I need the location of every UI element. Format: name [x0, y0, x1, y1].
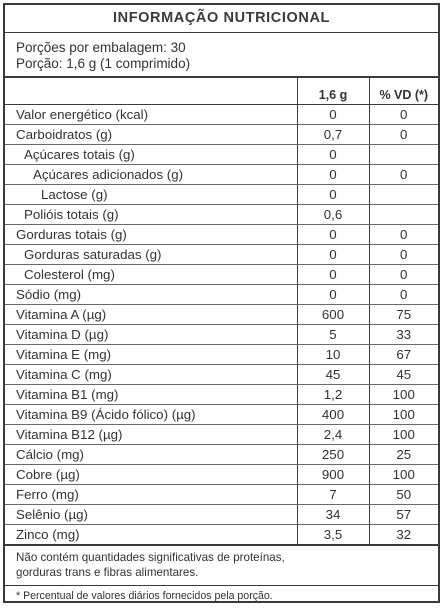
nutrient-daily-value: 57 — [369, 505, 438, 525]
table-row — [5, 425, 438, 445]
nutrient-portion-value: 3,5 — [297, 525, 369, 546]
nutrient-daily-value: 25 — [369, 445, 438, 465]
nutrient-label: Vitamina E (mg) — [5, 345, 297, 365]
table-row — [5, 365, 438, 385]
table-row — [5, 445, 438, 465]
nutrient-portion-value: 0,7 — [297, 125, 369, 145]
table-header-row — [5, 85, 438, 105]
nutrient-daily-value: 0 — [369, 245, 438, 265]
table-row — [5, 285, 438, 305]
nutrient-daily-value: 75 — [369, 305, 438, 325]
table-row — [5, 165, 438, 185]
table-row — [5, 505, 438, 525]
nutrient-label: Lactose (g) — [5, 185, 297, 205]
nutrient-portion-value: 34 — [297, 505, 369, 525]
table-row — [5, 245, 438, 265]
table-row — [5, 485, 438, 505]
nutrient-label: Carboidratos (g) — [5, 125, 297, 145]
nutrient-label: Cálcio (mg) — [5, 445, 297, 465]
nutrient-label: Vitamina B12 (µg) — [5, 425, 297, 445]
nutrient-label: Vitamina B1 (mg) — [5, 385, 297, 405]
nutrient-table — [5, 78, 438, 546]
nutrient-label: Sódio (mg) — [5, 285, 297, 305]
nutrient-daily-value: 100 — [369, 385, 438, 405]
nutrient-daily-value: 100 — [369, 465, 438, 485]
table-row — [5, 125, 438, 145]
nutrient-daily-value: 0 — [369, 285, 438, 305]
nutrient-daily-value: 67 — [369, 345, 438, 365]
panel-title: INFORMAÇÃO NUTRICIONAL — [5, 5, 438, 33]
table-row — [5, 185, 438, 205]
nutrient-daily-value: 0 — [369, 225, 438, 245]
nutrient-portion-value: 10 — [297, 345, 369, 365]
nutrient-daily-value: 0 — [369, 125, 438, 145]
table-row — [5, 325, 438, 345]
nutrient-daily-value: 0 — [369, 105, 438, 125]
nutrition-facts-panel — [3, 3, 440, 603]
note-line-1: Não contém quantidades significativas de proteínas, — [16, 551, 285, 564]
nutrient-portion-value: 45 — [297, 365, 369, 385]
nutrient-daily-value — [369, 145, 438, 165]
table-row — [5, 405, 438, 425]
nutrient-portion-value: 0 — [297, 145, 369, 165]
nutrient-portion-value: 7 — [297, 485, 369, 505]
nutrient-label: Colesterol (mg) — [5, 265, 297, 285]
nutrient-daily-value — [369, 185, 438, 205]
nutrient-portion-value: 0 — [297, 105, 369, 125]
nutrient-daily-value: 0 — [369, 165, 438, 185]
nutrient-daily-value: 33 — [369, 325, 438, 345]
nutrient-label: Zinco (mg) — [5, 525, 297, 546]
table-row — [5, 265, 438, 285]
nutrient-label: Cobre (µg) — [5, 465, 297, 485]
nutrient-label: Selênio (µg) — [5, 505, 297, 525]
portion-size: Porção: 1,6 g (1 comprimido) — [16, 56, 191, 71]
nutrient-label: Açúcares adicionados (g) — [5, 165, 297, 185]
nutrient-portion-value: 250 — [297, 445, 369, 465]
nutrient-portion-value: 0 — [297, 265, 369, 285]
table-row — [5, 345, 438, 365]
note-line-2: gorduras trans e fibras alimentares. — [16, 566, 199, 579]
nutrition-note — [5, 546, 438, 586]
nutrient-portion-value: 0 — [297, 285, 369, 305]
nutrient-daily-value: 0 — [369, 265, 438, 285]
nutrient-portion-value: 0 — [297, 185, 369, 205]
table-row — [5, 205, 438, 225]
nutrient-portion-value: 900 — [297, 465, 369, 485]
nutrient-label: Vitamina A (µg) — [5, 305, 297, 325]
nutrient-portion-value: 1,2 — [297, 385, 369, 405]
nutrient-portion-value: 2,4 — [297, 425, 369, 445]
daily-value-footnote: * Percentual de valores diários fornecidos pela porção. — [16, 590, 273, 602]
nutrient-label: Vitamina B9 (Ácido fólico) (µg) — [5, 405, 297, 425]
nutrient-portion-value: 0 — [297, 225, 369, 245]
nutrient-label: Vitamina C (mg) — [5, 365, 297, 385]
portions-per-package: Porções por embalagem: 30 — [16, 40, 186, 55]
nutrient-label: Vitamina D (µg) — [5, 325, 297, 345]
nutrient-daily-value: 45 — [369, 365, 438, 385]
nutrient-label: Gorduras totais (g) — [5, 225, 297, 245]
nutrient-daily-value: 100 — [369, 425, 438, 445]
nutrient-label: Valor energético (kcal) — [5, 105, 297, 125]
table-row — [5, 385, 438, 405]
nutrient-label: Polióis totais (g) — [5, 205, 297, 225]
table-row — [5, 465, 438, 485]
table-row — [5, 225, 438, 245]
nutrient-portion-value: 600 — [297, 305, 369, 325]
table-row — [5, 105, 438, 125]
nutrient-label: Ferro (mg) — [5, 485, 297, 505]
nutrient-portion-value: 5 — [297, 325, 369, 345]
nutrient-daily-value: 100 — [369, 405, 438, 425]
nutrient-label: Gorduras saturadas (g) — [5, 245, 297, 265]
nutrient-portion-value: 0 — [297, 165, 369, 185]
table-row — [5, 525, 438, 546]
nutrient-daily-value: 50 — [369, 485, 438, 505]
portion-info — [5, 33, 438, 78]
nutrient-portion-value: 400 — [297, 405, 369, 425]
nutrient-portion-value: 0,6 — [297, 205, 369, 225]
table-row — [5, 145, 438, 165]
column-header-portion: 1,6 g — [297, 85, 369, 105]
nutrient-label: Açúcares totais (g) — [5, 145, 297, 165]
column-header-daily-value: % VD (*) — [369, 85, 438, 105]
table-row — [5, 305, 438, 325]
nutrient-daily-value: 32 — [369, 525, 438, 546]
header-spacer-row — [5, 78, 438, 85]
nutrient-portion-value: 0 — [297, 245, 369, 265]
nutrient-daily-value — [369, 205, 438, 225]
